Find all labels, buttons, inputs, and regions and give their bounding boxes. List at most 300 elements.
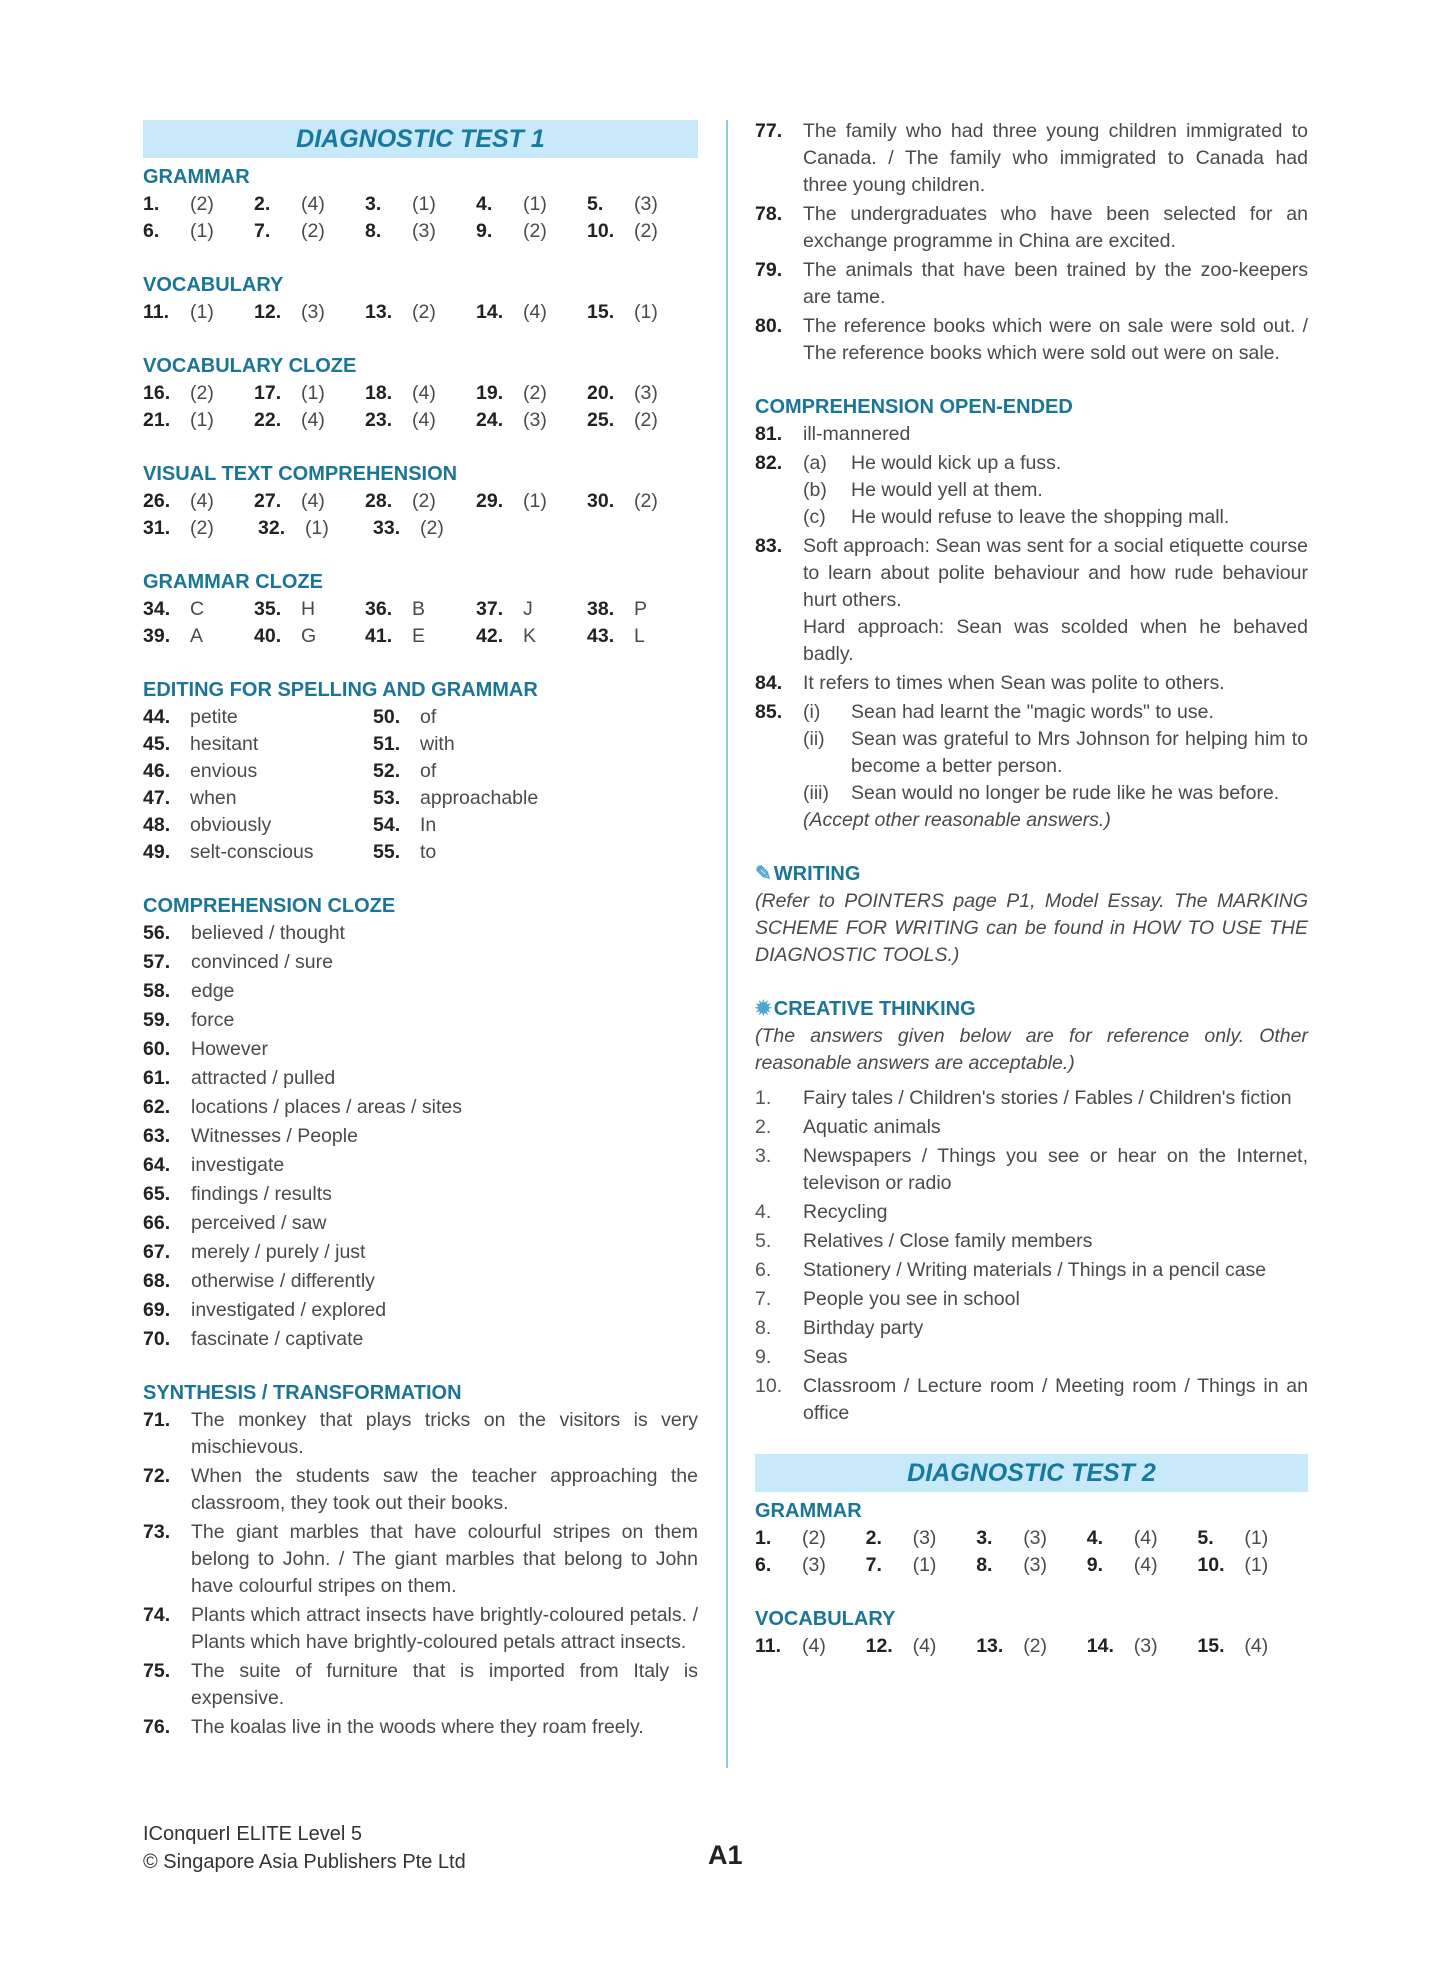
answer-row — [143, 191, 698, 218]
answer: (1) — [1244, 1554, 1269, 1576]
list-item — [755, 1315, 1308, 1342]
answer-cell — [1087, 1525, 1198, 1552]
question-number: 71. — [143, 1409, 171, 1431]
sub-answer — [803, 699, 1308, 726]
answer-cell — [143, 299, 254, 326]
answer-text — [191, 1658, 698, 1712]
answer-cell — [365, 380, 476, 407]
answer-cell — [476, 191, 587, 218]
answer-paragraph: attracted / pulled — [191, 1067, 336, 1089]
answer: (4) — [912, 1635, 937, 1657]
answer-cell — [143, 407, 254, 434]
sub-answer — [803, 450, 1308, 477]
answer-cell — [365, 191, 476, 218]
section — [755, 996, 1308, 1427]
question-number: 65. — [143, 1183, 171, 1205]
answer-paragraph: The giant marbles that have colourful stripes on them belong to John. / The giant marbles that belong to John have colourful stripes on them. — [191, 1521, 698, 1597]
list-item — [755, 1286, 1308, 1313]
section-heading — [143, 272, 698, 299]
answer-cell — [143, 380, 254, 407]
list-item — [755, 1228, 1308, 1255]
sub-label: (b) — [803, 479, 827, 501]
question-number: 81. — [755, 423, 783, 445]
section-heading — [143, 461, 698, 488]
question-number: 24. — [476, 409, 504, 431]
answer: (2) — [523, 382, 547, 404]
test-title: DIAGNOSTIC TEST 2 — [755, 1454, 1308, 1492]
answer-row — [143, 380, 698, 407]
answer-cell — [143, 785, 373, 812]
sub-label: (a) — [803, 452, 827, 474]
question-number: 85. — [755, 701, 783, 723]
question-number: 20. — [587, 382, 615, 404]
section-title: SYNTHESIS / TRANSFORMATION — [143, 1382, 462, 1404]
list-item — [755, 670, 1308, 697]
list-item — [755, 1114, 1308, 1141]
answer-cell — [866, 1633, 977, 1660]
answer-text — [803, 1228, 1308, 1255]
answer-cell — [476, 218, 587, 245]
sub-text: He would yell at them. — [851, 479, 1043, 501]
answer-paragraph: Fairy tales / Children's stories / Fables / Children's fiction — [803, 1087, 1292, 1109]
section-heading — [143, 893, 698, 920]
answer-text — [803, 201, 1308, 255]
answer-cell — [373, 812, 603, 839]
question-number: 54. — [373, 814, 401, 836]
answer-paragraph: Stationery / Writing materials / Things in a pencil case — [803, 1259, 1267, 1281]
answer-cell — [1087, 1552, 1198, 1579]
list-item — [755, 450, 1308, 531]
answer-row — [143, 704, 698, 731]
answer-row — [143, 299, 698, 326]
list-item — [143, 1094, 698, 1121]
answer-cell — [254, 299, 365, 326]
answer-cell — [373, 839, 603, 866]
section-title: WRITING — [773, 863, 861, 885]
answer: (3) — [1133, 1635, 1158, 1657]
question-number: 56. — [143, 922, 171, 944]
list-item — [143, 978, 698, 1005]
question-number: 5. — [1197, 1527, 1214, 1549]
question-number: 53. — [373, 787, 401, 809]
question-number: 77. — [755, 120, 783, 142]
sub-label: (c) — [803, 506, 826, 528]
answer-cell — [373, 731, 603, 758]
answer-cell — [476, 623, 587, 650]
answer-text — [803, 1286, 1308, 1313]
answer-cell — [143, 623, 254, 650]
question-number: 32. — [258, 517, 286, 539]
answer: selt-conscious — [190, 841, 314, 863]
question-number: 10. — [587, 220, 615, 242]
answer-text — [191, 1007, 698, 1034]
answer-text — [803, 1143, 1308, 1197]
question-number: 75. — [143, 1660, 171, 1682]
sub-text: Sean had learnt the "magic words" to use. — [851, 701, 1214, 723]
answer: (3) — [1023, 1527, 1048, 1549]
question-number: 30. — [587, 490, 615, 512]
answer-text — [191, 1239, 698, 1266]
answer-row — [755, 1633, 1308, 1660]
answer: (3) — [1023, 1554, 1048, 1576]
list-item — [143, 1297, 698, 1324]
question-number: 5. — [587, 193, 604, 215]
section-heading — [143, 353, 698, 380]
answer: (2) — [523, 220, 547, 242]
question-number: 1. — [755, 1527, 772, 1549]
section-title: CREATIVE THINKING — [773, 998, 976, 1020]
answer-cell — [755, 1525, 866, 1552]
answer-text — [803, 533, 1308, 668]
answer: (4) — [301, 409, 325, 431]
question-number: 4. — [476, 193, 493, 215]
answer: (3) — [523, 409, 547, 431]
question-number: 48. — [143, 814, 171, 836]
section-heading — [755, 394, 1308, 421]
section — [143, 569, 698, 650]
sub-text: Sean was grateful to Mrs Johnson for helping him to become a better person. — [851, 728, 1308, 777]
answer: (2) — [802, 1527, 826, 1549]
answer: with — [420, 733, 455, 755]
answer-cell — [365, 488, 476, 515]
answer: to — [420, 841, 437, 863]
question-number: 1. — [755, 1087, 772, 1109]
answer-cell — [143, 758, 373, 785]
question-number: 58. — [143, 980, 171, 1002]
section-heading — [755, 1498, 1308, 1525]
question-number: 8. — [365, 220, 382, 242]
answer-paragraph: Aquatic animals — [803, 1116, 941, 1138]
list-item — [755, 118, 1308, 199]
section — [755, 861, 1308, 969]
answer-text — [191, 1519, 698, 1600]
page-number: A1 — [708, 1840, 743, 1870]
section — [755, 1606, 1308, 1660]
question-number: 39. — [143, 625, 171, 647]
answer-cell — [143, 731, 373, 758]
answer-cell — [476, 407, 587, 434]
answer-paragraph: believed / thought — [191, 922, 345, 944]
sub-answer — [803, 504, 1308, 531]
question-number: 13. — [365, 301, 393, 323]
answer-text — [191, 1210, 698, 1237]
answer-paragraph: fascinate / captivate — [191, 1328, 364, 1350]
question-number: 9. — [1086, 1554, 1104, 1576]
list-item — [143, 1407, 698, 1461]
answer-text — [803, 1373, 1308, 1427]
section-heading — [755, 1606, 1308, 1633]
answer: envious — [190, 760, 258, 782]
answer-text — [191, 1268, 698, 1295]
answer: L — [634, 625, 645, 647]
answer-row — [143, 596, 698, 623]
answer: (4) — [1133, 1527, 1158, 1549]
answer: P — [634, 598, 648, 620]
answer: (4) — [190, 490, 214, 512]
question-number: 4. — [1086, 1527, 1104, 1549]
answer-paragraph: Birthday party — [803, 1317, 924, 1339]
question-number: 38. — [587, 598, 615, 620]
question-number: 2. — [254, 193, 271, 215]
answer-row — [143, 515, 698, 542]
section-heading — [143, 569, 698, 596]
answer-cell — [587, 596, 698, 623]
sub-text: Sean would no longer be rude like he was before. — [851, 782, 1280, 804]
question-number: 74. — [143, 1604, 171, 1626]
answer-paragraph: otherwise / differently — [191, 1270, 375, 1292]
list-item — [143, 1519, 698, 1600]
question-number: 2. — [865, 1527, 882, 1549]
answer-paragraph: Plants which attract insects have brightly-coloured petals. / Plants which have brightly-coloured petals attract insects. — [191, 1604, 698, 1653]
answer: C — [190, 598, 205, 620]
answer-paragraph: force — [191, 1009, 235, 1031]
answer-cell — [587, 380, 698, 407]
answer-paragraph: Soft approach: Sean was sent for a social etiquette course to learn about polite behaviour and how rude behaviour hurt others. — [803, 535, 1308, 611]
section — [755, 394, 1308, 834]
question-number: 12. — [254, 301, 282, 323]
question-number: 69. — [143, 1299, 171, 1321]
question-number: 64. — [143, 1154, 171, 1176]
answer-cell — [755, 1552, 866, 1579]
answer-text — [191, 1463, 698, 1517]
answer: (4) — [412, 382, 436, 404]
answer-text — [803, 1114, 1308, 1141]
question-number: 14. — [1086, 1635, 1114, 1657]
question-number: 11. — [143, 301, 170, 323]
answer-cell — [143, 839, 373, 866]
answer: (4) — [523, 301, 547, 323]
answer-paragraph: merely / purely / just — [191, 1241, 366, 1263]
answer-text — [191, 1123, 698, 1150]
answer-cell — [587, 218, 698, 245]
answer-cell — [254, 623, 365, 650]
section — [143, 353, 698, 434]
answer-cell — [373, 758, 603, 785]
answer-text — [191, 949, 698, 976]
answer-cell — [143, 488, 254, 515]
answer: of — [420, 760, 437, 782]
answer-paragraph: perceived / saw — [191, 1212, 327, 1234]
answer-cell — [866, 1525, 977, 1552]
answer-paragraph: The reference books which were on sale were sold out. / The reference books which were sold out were on sale. — [803, 315, 1308, 364]
question-number: 34. — [143, 598, 171, 620]
list-item — [755, 1257, 1308, 1284]
answer: obviously — [190, 814, 272, 836]
answer: (4) — [1244, 1635, 1269, 1657]
question-number: 12. — [865, 1635, 893, 1657]
answer-paragraph: Newspapers / Things you see or hear on the Internet, televison or radio — [803, 1145, 1308, 1194]
answer-row — [143, 488, 698, 515]
answer-row — [143, 839, 698, 866]
list-item — [755, 533, 1308, 668]
answer-cell — [254, 380, 365, 407]
question-number: 17. — [254, 382, 282, 404]
section-title: VISUAL TEXT COMPREHENSION — [143, 463, 458, 485]
answer-cell — [143, 191, 254, 218]
question-number: 1. — [143, 193, 160, 215]
question-number: 23. — [365, 409, 393, 431]
right-column — [755, 118, 1308, 1687]
question-number: 26. — [143, 490, 171, 512]
question-number: 40. — [254, 625, 282, 647]
question-number: 28. — [365, 490, 393, 512]
answer-row — [143, 812, 698, 839]
answer-cell — [476, 299, 587, 326]
question-number: 37. — [476, 598, 504, 620]
answer: E — [412, 625, 426, 647]
question-number: 66. — [143, 1212, 171, 1234]
answer-paragraph: When the students saw the teacher approaching the classroom, they took out their books. — [191, 1465, 698, 1514]
question-number: 51. — [373, 733, 401, 755]
list-item — [143, 1658, 698, 1712]
question-number: 76. — [143, 1716, 171, 1738]
answer-paragraph: investigated / explored — [191, 1299, 387, 1321]
section — [755, 1498, 1308, 1579]
question-number: 82. — [755, 452, 783, 474]
question-number: 9. — [755, 1346, 772, 1368]
answer-paragraph: Classroom / Lecture room / Meeting room / Things in an office — [803, 1375, 1308, 1424]
answer: when — [190, 787, 237, 809]
section — [143, 677, 698, 866]
answer-text — [191, 1152, 698, 1179]
answer: (2) — [190, 382, 214, 404]
answer: (3) — [634, 382, 658, 404]
section — [143, 272, 698, 326]
footer — [143, 1820, 466, 1876]
answer-paragraph: Relatives / Close family members — [803, 1230, 1093, 1252]
answer-paragraph: locations / places / areas / sites — [191, 1096, 462, 1118]
section-heading — [755, 996, 1308, 1023]
list-item — [755, 1373, 1308, 1427]
section-heading — [755, 861, 1308, 888]
answer: (1) — [634, 301, 658, 323]
answer-cell — [373, 785, 603, 812]
answer-row — [143, 758, 698, 785]
list-item — [143, 1210, 698, 1237]
section-title: VOCABULARY — [755, 1608, 896, 1630]
question-number: 7. — [865, 1554, 882, 1576]
answer-cell — [143, 596, 254, 623]
answer-text — [191, 1326, 698, 1353]
question-number: 7. — [254, 220, 271, 242]
sub-label: (ii) — [803, 728, 825, 750]
answer-text — [191, 1714, 698, 1741]
answer: (2) — [634, 220, 658, 242]
answer-cell — [1197, 1525, 1308, 1552]
sub-label: (iii) — [803, 782, 829, 804]
question-number: 3. — [755, 1145, 772, 1167]
answer: (1) — [301, 382, 325, 404]
answer-cell — [254, 488, 365, 515]
section-heading — [143, 164, 698, 191]
answer-text — [191, 978, 698, 1005]
answer: (1) — [523, 490, 547, 512]
answer-row — [143, 731, 698, 758]
answer: (4) — [301, 193, 325, 215]
answer-cell — [143, 812, 373, 839]
answer: (1) — [412, 193, 436, 215]
answer: (1) — [305, 517, 329, 539]
answer: (4) — [802, 1635, 826, 1657]
question-number: 15. — [587, 301, 615, 323]
question-number: 5. — [755, 1230, 772, 1252]
question-number: 67. — [143, 1241, 171, 1263]
answer: (2) — [190, 193, 214, 215]
answer-paragraph: People you see in school — [803, 1288, 1020, 1310]
section-heading — [143, 1380, 698, 1407]
question-number: 18. — [365, 382, 393, 404]
answer-note: (Accept other reasonable answers.) — [803, 809, 1111, 831]
answer: (2) — [412, 490, 436, 512]
question-number: 46. — [143, 760, 171, 782]
list-item — [755, 1344, 1308, 1371]
answer-cell — [1197, 1633, 1308, 1660]
section-title: GRAMMAR — [143, 166, 250, 188]
section-title: GRAMMAR CLOZE — [143, 571, 323, 593]
list-item — [755, 1199, 1308, 1226]
answer-cell — [254, 407, 365, 434]
question-number: 10. — [755, 1375, 783, 1397]
sub-text: He would kick up a fuss. — [851, 452, 1062, 474]
answer: (4) — [301, 490, 325, 512]
answer-text — [803, 313, 1308, 367]
section — [143, 461, 698, 542]
answer: G — [301, 625, 317, 647]
question-number: 59. — [143, 1009, 171, 1031]
section-title: EDITING FOR SPELLING AND GRAMMAR — [143, 679, 538, 701]
answer-cell — [587, 299, 698, 326]
question-number: 83. — [755, 535, 783, 557]
question-number: 62. — [143, 1096, 171, 1118]
answer-cell — [755, 1633, 866, 1660]
question-number: 14. — [476, 301, 504, 323]
answer-text — [803, 257, 1308, 311]
answer-paragraph: investigate — [191, 1154, 285, 1176]
list-item — [143, 1152, 698, 1179]
question-number: 80. — [755, 315, 783, 337]
list-item — [143, 1602, 698, 1656]
section-note: (The answers given below are for reference only. Other reasonable answers are acceptable.) — [755, 1025, 1308, 1074]
answer-paragraph: findings / results — [191, 1183, 332, 1205]
question-number: 6. — [143, 220, 160, 242]
section — [755, 118, 1308, 367]
question-number: 21. — [143, 409, 171, 431]
question-number: 16. — [143, 382, 171, 404]
question-number: 6. — [755, 1554, 772, 1576]
answer-text — [191, 1094, 698, 1121]
section-title: COMPREHENSION OPEN-ENDED — [755, 396, 1073, 418]
section-heading — [143, 677, 698, 704]
answer: (2) — [420, 517, 444, 539]
answer: (3) — [912, 1527, 937, 1549]
answer-row — [143, 218, 698, 245]
section-title: VOCABULARY CLOZE — [143, 355, 357, 377]
question-number: 41. — [365, 625, 393, 647]
list-item — [143, 1181, 698, 1208]
list-item — [755, 421, 1308, 448]
answer: (1) — [1244, 1527, 1269, 1549]
answer-paragraph: The monkey that plays tricks on the visitors is very mischievous. — [191, 1409, 698, 1458]
answer-cell — [476, 488, 587, 515]
answer-cell — [254, 191, 365, 218]
list-item — [143, 949, 698, 976]
answer: (1) — [523, 193, 547, 215]
answer-paragraph: However — [191, 1038, 268, 1060]
answer: In — [420, 814, 437, 836]
list-item — [755, 699, 1308, 834]
sub-answer — [803, 780, 1308, 807]
list-item — [143, 1123, 698, 1150]
